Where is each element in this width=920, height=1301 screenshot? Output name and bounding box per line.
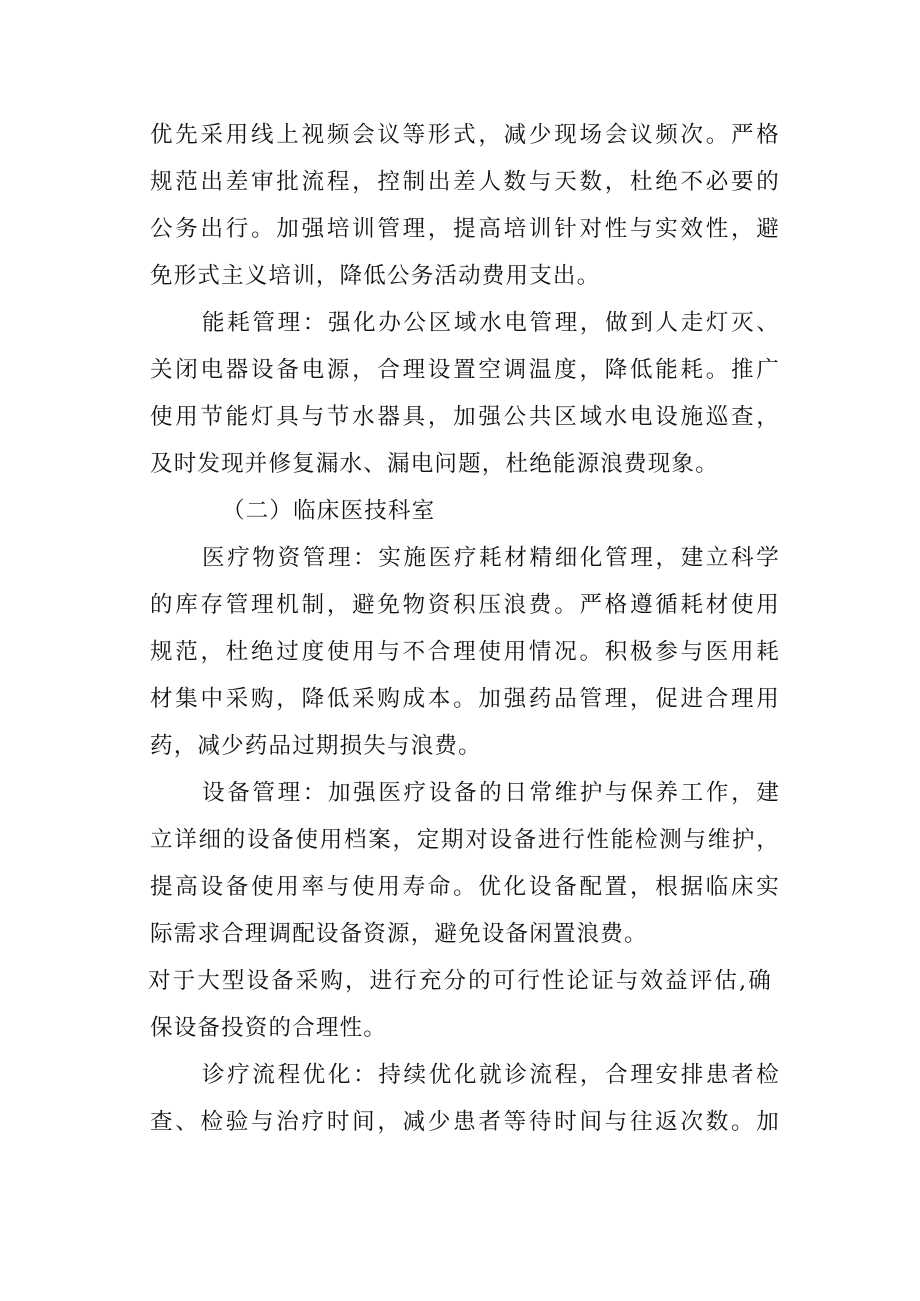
text-line: 优先采用线上视频会议等形式，减少现场会议频次。严格 <box>150 122 780 148</box>
text-line: 药，减少药品过期损失与浪费。 <box>150 733 482 759</box>
text-line: 查、检验与治疗时间，减少患者等待时间与往返次数。加 <box>150 1109 780 1135</box>
text-line: 关闭电器设备电源，合理设置空调温度，降低能耗。推广 <box>150 357 780 383</box>
text-line: 保设备投资的合理性。 <box>150 1015 388 1041</box>
text-line: 及时发现并修复漏水、漏电问题，杜绝能源浪费现象。 <box>150 451 719 477</box>
text-line: 的库存管理机制，避免物资积压浪费。严格遵循耗材使用 <box>150 592 780 618</box>
paragraph-start-line: 医疗物资管理：实施医疗耗材精细化管理，建立科学 <box>202 545 780 571</box>
paragraph-start-line: 设备管理：加强医疗设备的日常维护与保养工作，建 <box>202 780 780 806</box>
text-line: 公务出行。加强培训管理，提高培训针对性与实效性，避 <box>150 216 780 242</box>
text-line: 际需求合理调配设备资源，避免设备闲置浪费。 <box>150 921 648 947</box>
section-heading: （二）临床医技科室 <box>222 498 436 524</box>
text-line: 免形式主义培训，降低公务活动费用支出。 <box>150 263 601 289</box>
text-line: 提高设备使用率与使用寿命。优化设备配置，根据临床实 <box>150 874 780 900</box>
text-line: 规范，杜绝过度使用与不合理使用情况。积极参与医用耗 <box>150 639 780 665</box>
text-line: 材集中采购，降低采购成本。加强药品管理，促进合理用 <box>150 686 780 712</box>
document-body <box>150 112 780 1146</box>
text-line: 立详细的设备使用档案，定期对设备进行性能检测与维护， <box>150 827 780 853</box>
text-line: 规范出差审批流程，控制出差人数与天数，杜绝不必要的 <box>150 169 780 195</box>
text-line: 对于大型设备采购，进行充分的可行性论证与效益评估,确 <box>148 968 772 994</box>
paragraph-start-line: 能耗管理：强化办公区域水电管理，做到人走灯灭、 <box>202 310 780 336</box>
text-line: 使用节能灯具与节水器具，加强公共区域水电设施巡查， <box>150 404 780 430</box>
paragraph-start-line: 诊疗流程优化：持续优化就诊流程，合理安排患者检 <box>202 1062 780 1088</box>
